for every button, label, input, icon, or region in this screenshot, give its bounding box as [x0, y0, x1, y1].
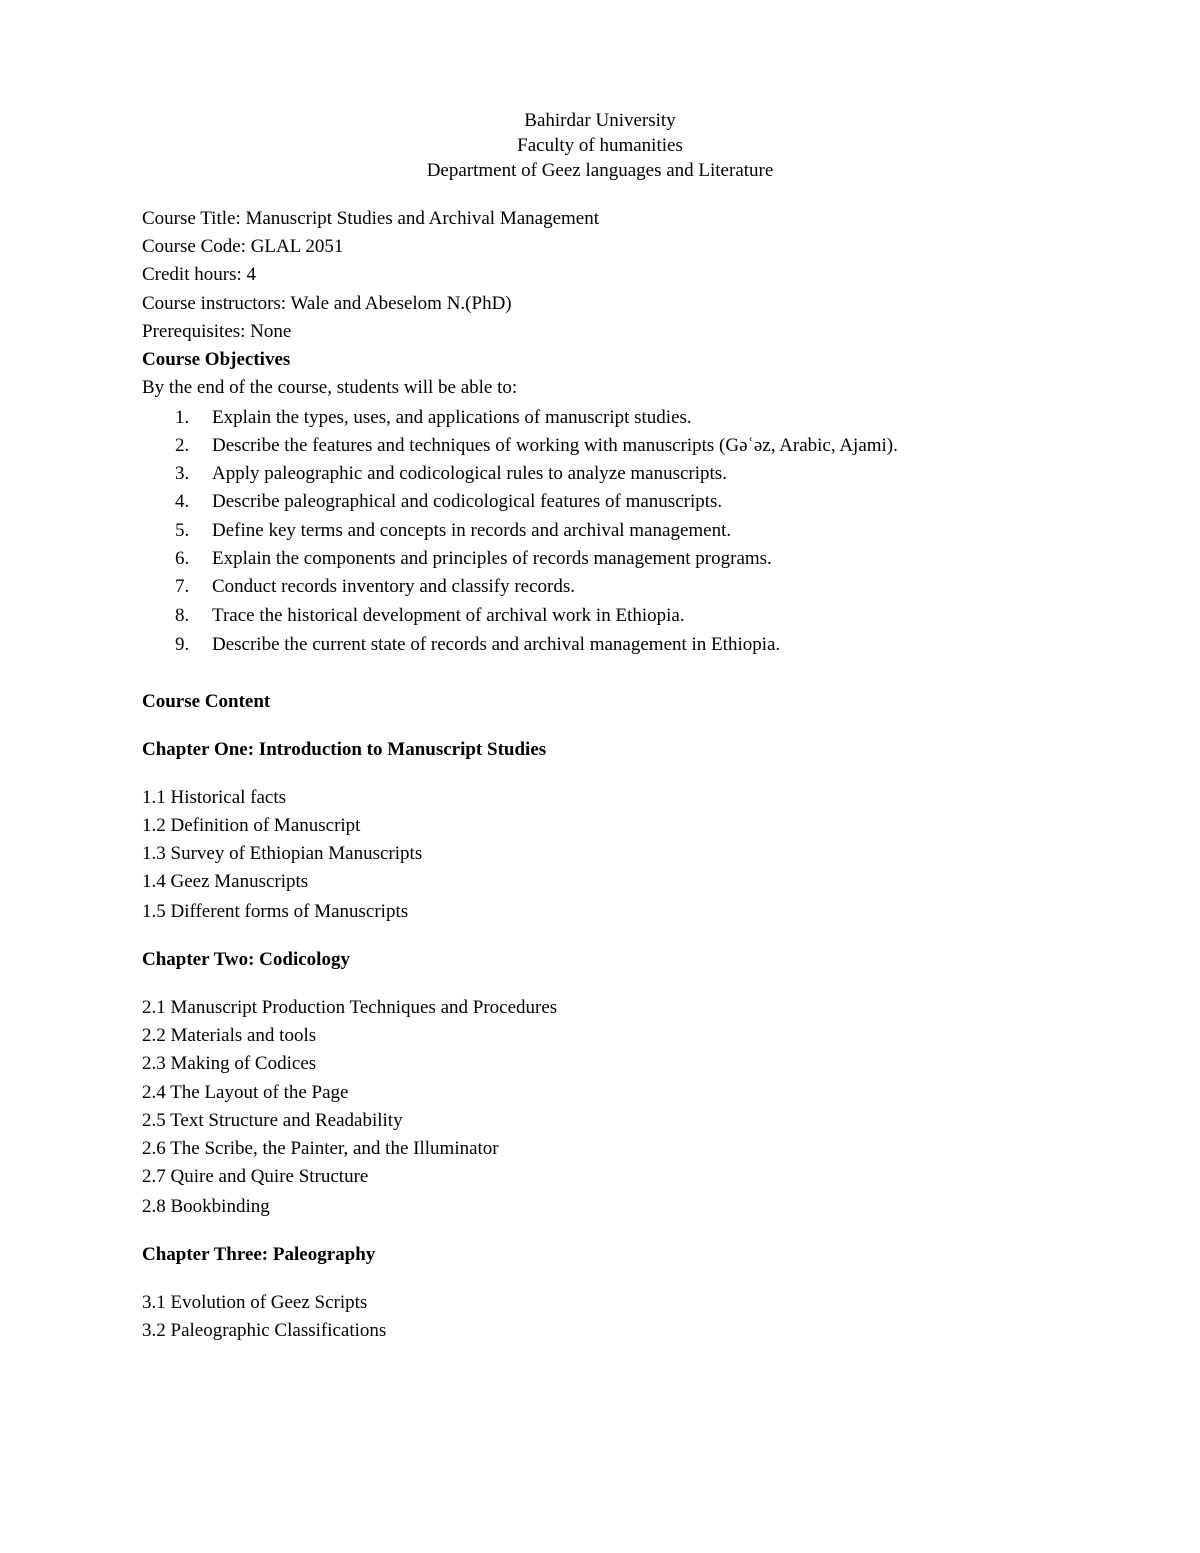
chapter-title: Chapter Two: Codicology — [142, 949, 350, 970]
section-item: 1.2 Definition of Manuscript — [142, 815, 361, 836]
section-item: 2.2 Materials and tools — [142, 1025, 317, 1046]
section-item: 1.3 Survey of Ethiopian Manuscripts — [142, 843, 423, 864]
section-item: 2.8 Bookbinding — [142, 1196, 270, 1217]
objective-text: Describe the current state of records and archival management in Ethiopia. — [212, 634, 781, 655]
credit-hours: Credit hours: 4 — [142, 264, 256, 285]
objective-number: 1. — [175, 407, 190, 428]
course-code: Course Code: GLAL 2051 — [142, 236, 344, 257]
prerequisites: Prerequisites: None — [142, 321, 292, 342]
objective-text: Explain the types, uses, and applications of manuscript studies. — [212, 407, 692, 428]
objectives-intro: By the end of the course, students will be able to: — [142, 377, 518, 398]
objective-number: 8. — [175, 605, 190, 626]
section-item: 2.3 Making of Codices — [142, 1053, 317, 1074]
objective-text: Trace the historical development of archival work in Ethiopia. — [212, 605, 685, 626]
section-item: 1.1 Historical facts — [142, 787, 287, 808]
chapter-title: Chapter One: Introduction to Manuscript Studies — [142, 739, 547, 760]
objectives-heading: Course Objectives — [142, 349, 291, 370]
objective-number: 7. — [175, 576, 190, 597]
objective-number: 2. — [175, 435, 190, 456]
department-name: Department of Geez languages and Literature — [426, 160, 774, 181]
section-item: 3.1 Evolution of Geez Scripts — [142, 1292, 368, 1313]
objective-text: Explain the components and principles of records management programs. — [212, 548, 772, 569]
objective-text: Apply paleographic and codicological rules to analyze manuscripts. — [212, 463, 727, 484]
course-content-heading: Course Content — [142, 691, 271, 712]
objective-number: 4. — [175, 491, 190, 512]
section-item: 1.5 Different forms of Manuscripts — [142, 901, 409, 922]
section-item: 2.5 Text Structure and Readability — [142, 1110, 403, 1131]
course-title: Course Title: Manuscript Studies and Archival Management — [142, 208, 600, 229]
section-item: 3.2 Paleographic Classifications — [142, 1320, 387, 1341]
course-instructors: Course instructors: Wale and Abeselom N.(PhD) — [142, 293, 512, 314]
document-header — [0, 108, 1200, 183]
faculty-name: Faculty of humanities — [517, 135, 683, 156]
university-name: Bahirdar University — [524, 110, 676, 131]
objective-number: 3. — [175, 463, 190, 484]
objective-text: Conduct records inventory and classify records. — [212, 576, 576, 597]
objective-text: Describe paleographical and codicological features of manuscripts. — [212, 491, 723, 512]
objective-text: Define key terms and concepts in records and archival management. — [212, 520, 732, 541]
objective-text: Describe the features and techniques of working with manuscripts (Gəʿəz, Arabic, Ajami). — [212, 435, 898, 456]
section-item: 1.4 Geez Manuscripts — [142, 871, 309, 892]
section-item: 2.4 The Layout of the Page — [142, 1082, 349, 1103]
section-item: 2.6 The Scribe, the Painter, and the Illuminator — [142, 1138, 499, 1159]
chapter-title: Chapter Three: Paleography — [142, 1244, 376, 1265]
objective-number: 5. — [175, 520, 190, 541]
objective-number: 6. — [175, 548, 190, 569]
objective-number: 9. — [175, 634, 190, 655]
section-item: 2.1 Manuscript Production Techniques and Procedures — [142, 997, 558, 1018]
section-item: 2.7 Quire and Quire Structure — [142, 1166, 369, 1187]
